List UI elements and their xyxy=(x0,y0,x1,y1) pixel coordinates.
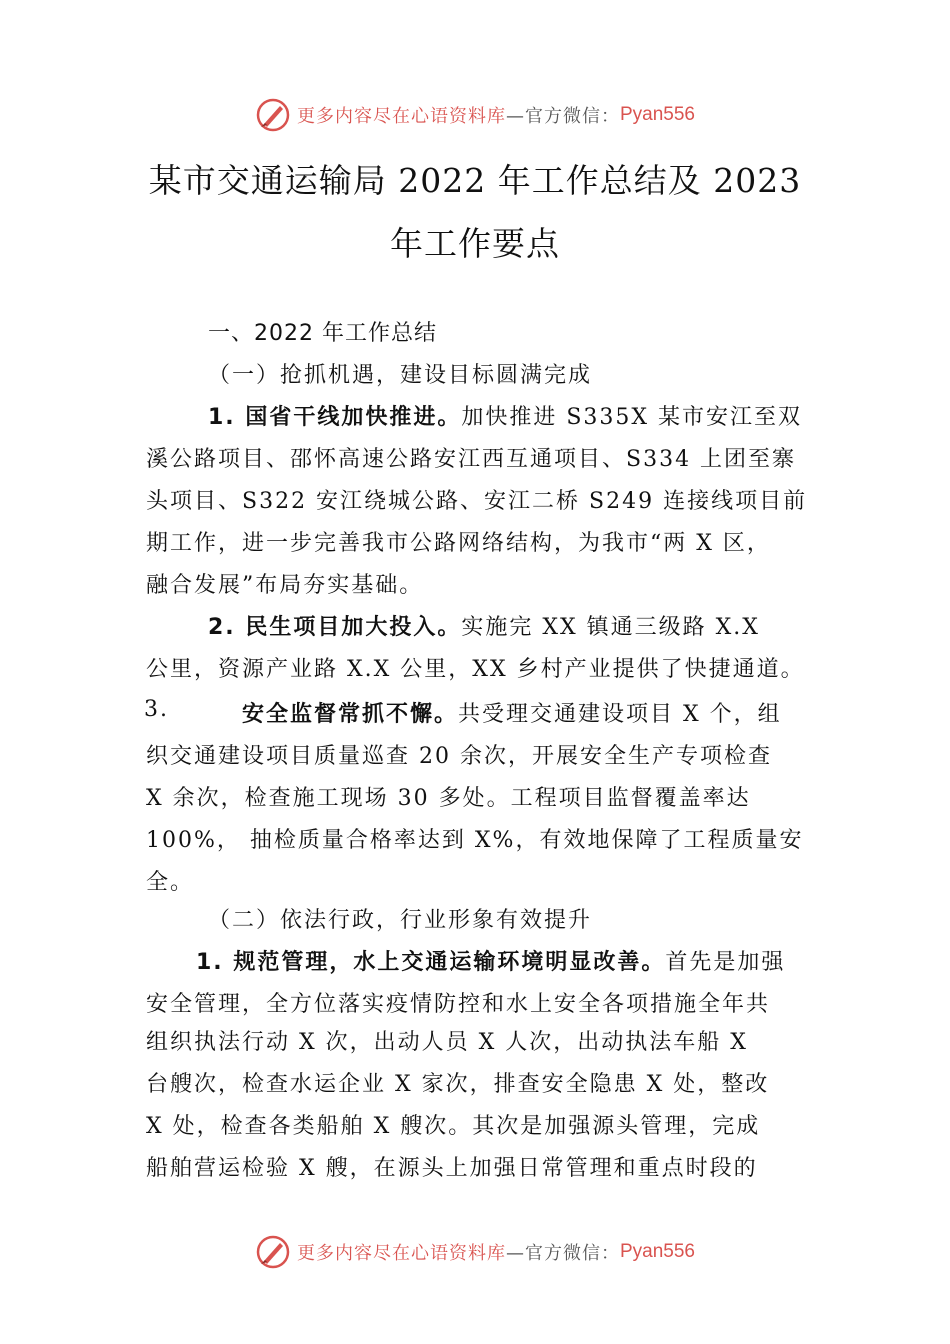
watermark-banner-top xyxy=(0,95,950,135)
watermark-banner-bottom xyxy=(0,1232,950,1272)
paragraph-line: 安全管理，全方位落实疫情防控和水上安全各项措施全年共 xyxy=(146,992,771,1017)
paragraph-lead: 1. 国省干线加快推进。 xyxy=(208,405,462,430)
paragraph-line: X 余次，检查施工现场 30 多处。工程项目监督覆盖率达 xyxy=(146,786,751,811)
paragraph-line: X 处，检查各类船舶 X 艘次。其次是加强源头管理，完成 xyxy=(146,1114,761,1139)
paragraph-line: 溪公路项目、邵怀高速公路安江西互通项目、S334 上团至寨 xyxy=(146,447,797,472)
paragraph-number: 3. xyxy=(144,697,169,722)
paragraph-line: 织交通建设项目质量巡查 20 余次，开展安全生产专项检查 xyxy=(146,744,772,769)
paragraph-line: 船舶营运检验 X 艘，在源头上加强日常管理和重点时段的 xyxy=(146,1156,758,1181)
paragraph-line: 头项目、S322 安江绕城公路、安江二桥 S249 连接线项目前 xyxy=(146,489,808,514)
paragraph-line xyxy=(196,945,785,976)
paragraph-lead: 安全监督常抓不懈。 xyxy=(242,702,459,727)
subsection-heading: （二）依法行政，行业形象有效提升 xyxy=(208,908,593,933)
paragraph-line: 全。 xyxy=(146,870,195,895)
paragraph-text: 共受理交通建设项目 X 个，组 xyxy=(458,702,782,727)
paragraph-text: 首先是加强 xyxy=(665,950,786,975)
watermark-separator: —官方微信： xyxy=(505,1243,620,1264)
paragraph-text: 实施完 XX 镇通三级路 X.X xyxy=(461,615,760,640)
watermark-text: 更多内容尽在心语资料库 xyxy=(296,1243,506,1264)
watermark-id: Pyan556 xyxy=(619,104,695,125)
watermark-text: 更多内容尽在心语资料库 xyxy=(296,106,506,127)
watermark-separator: —官方微信： xyxy=(505,106,620,127)
paragraph-line: 融合发展”布局夯实基础。 xyxy=(146,573,424,598)
paragraph-text: 加快推进 S335X 某市安江至双 xyxy=(461,405,803,430)
paragraph-line: 组织执法行动 X 次，出动人员 X 人次，出动执法车船 X xyxy=(146,1030,748,1055)
doc-title-line2: 年工作要点 xyxy=(390,224,560,263)
pen-logo-icon xyxy=(255,1234,291,1270)
paragraph-line: 台艘次，检查水运企业 X 家次，排查安全隐患 X 处，整改 xyxy=(146,1072,770,1097)
paragraph-line: 公里，资源产业路 X.X 公里，XX 乡村产业提供了快捷通道。 xyxy=(146,657,805,682)
paragraph-line: 100%， 抽检质量合格率达到 X%，有效地保障了工程质量安 xyxy=(146,828,804,853)
paragraph-line: 期工作，进一步完善我市公路网络结构，为我市“两 X 区， xyxy=(146,531,771,556)
paragraph-lead: 2. 民生项目加大投入。 xyxy=(208,615,462,640)
pen-logo-icon xyxy=(255,97,291,133)
watermark-id: Pyan556 xyxy=(619,1241,695,1262)
paragraph-line xyxy=(208,400,802,431)
subsection-heading: （一）抢抓机遇，建设目标圆满完成 xyxy=(208,363,593,388)
paragraph-line xyxy=(242,697,782,728)
paragraph-lead: 1. 规范管理，水上交通运输环境明显改善。 xyxy=(196,950,666,975)
paragraph-line xyxy=(208,610,760,641)
doc-title-line1: 某市交通运输局 2022 年工作总结及 2023 xyxy=(148,161,802,200)
section-heading: 一、2022 年工作总结 xyxy=(208,321,437,346)
